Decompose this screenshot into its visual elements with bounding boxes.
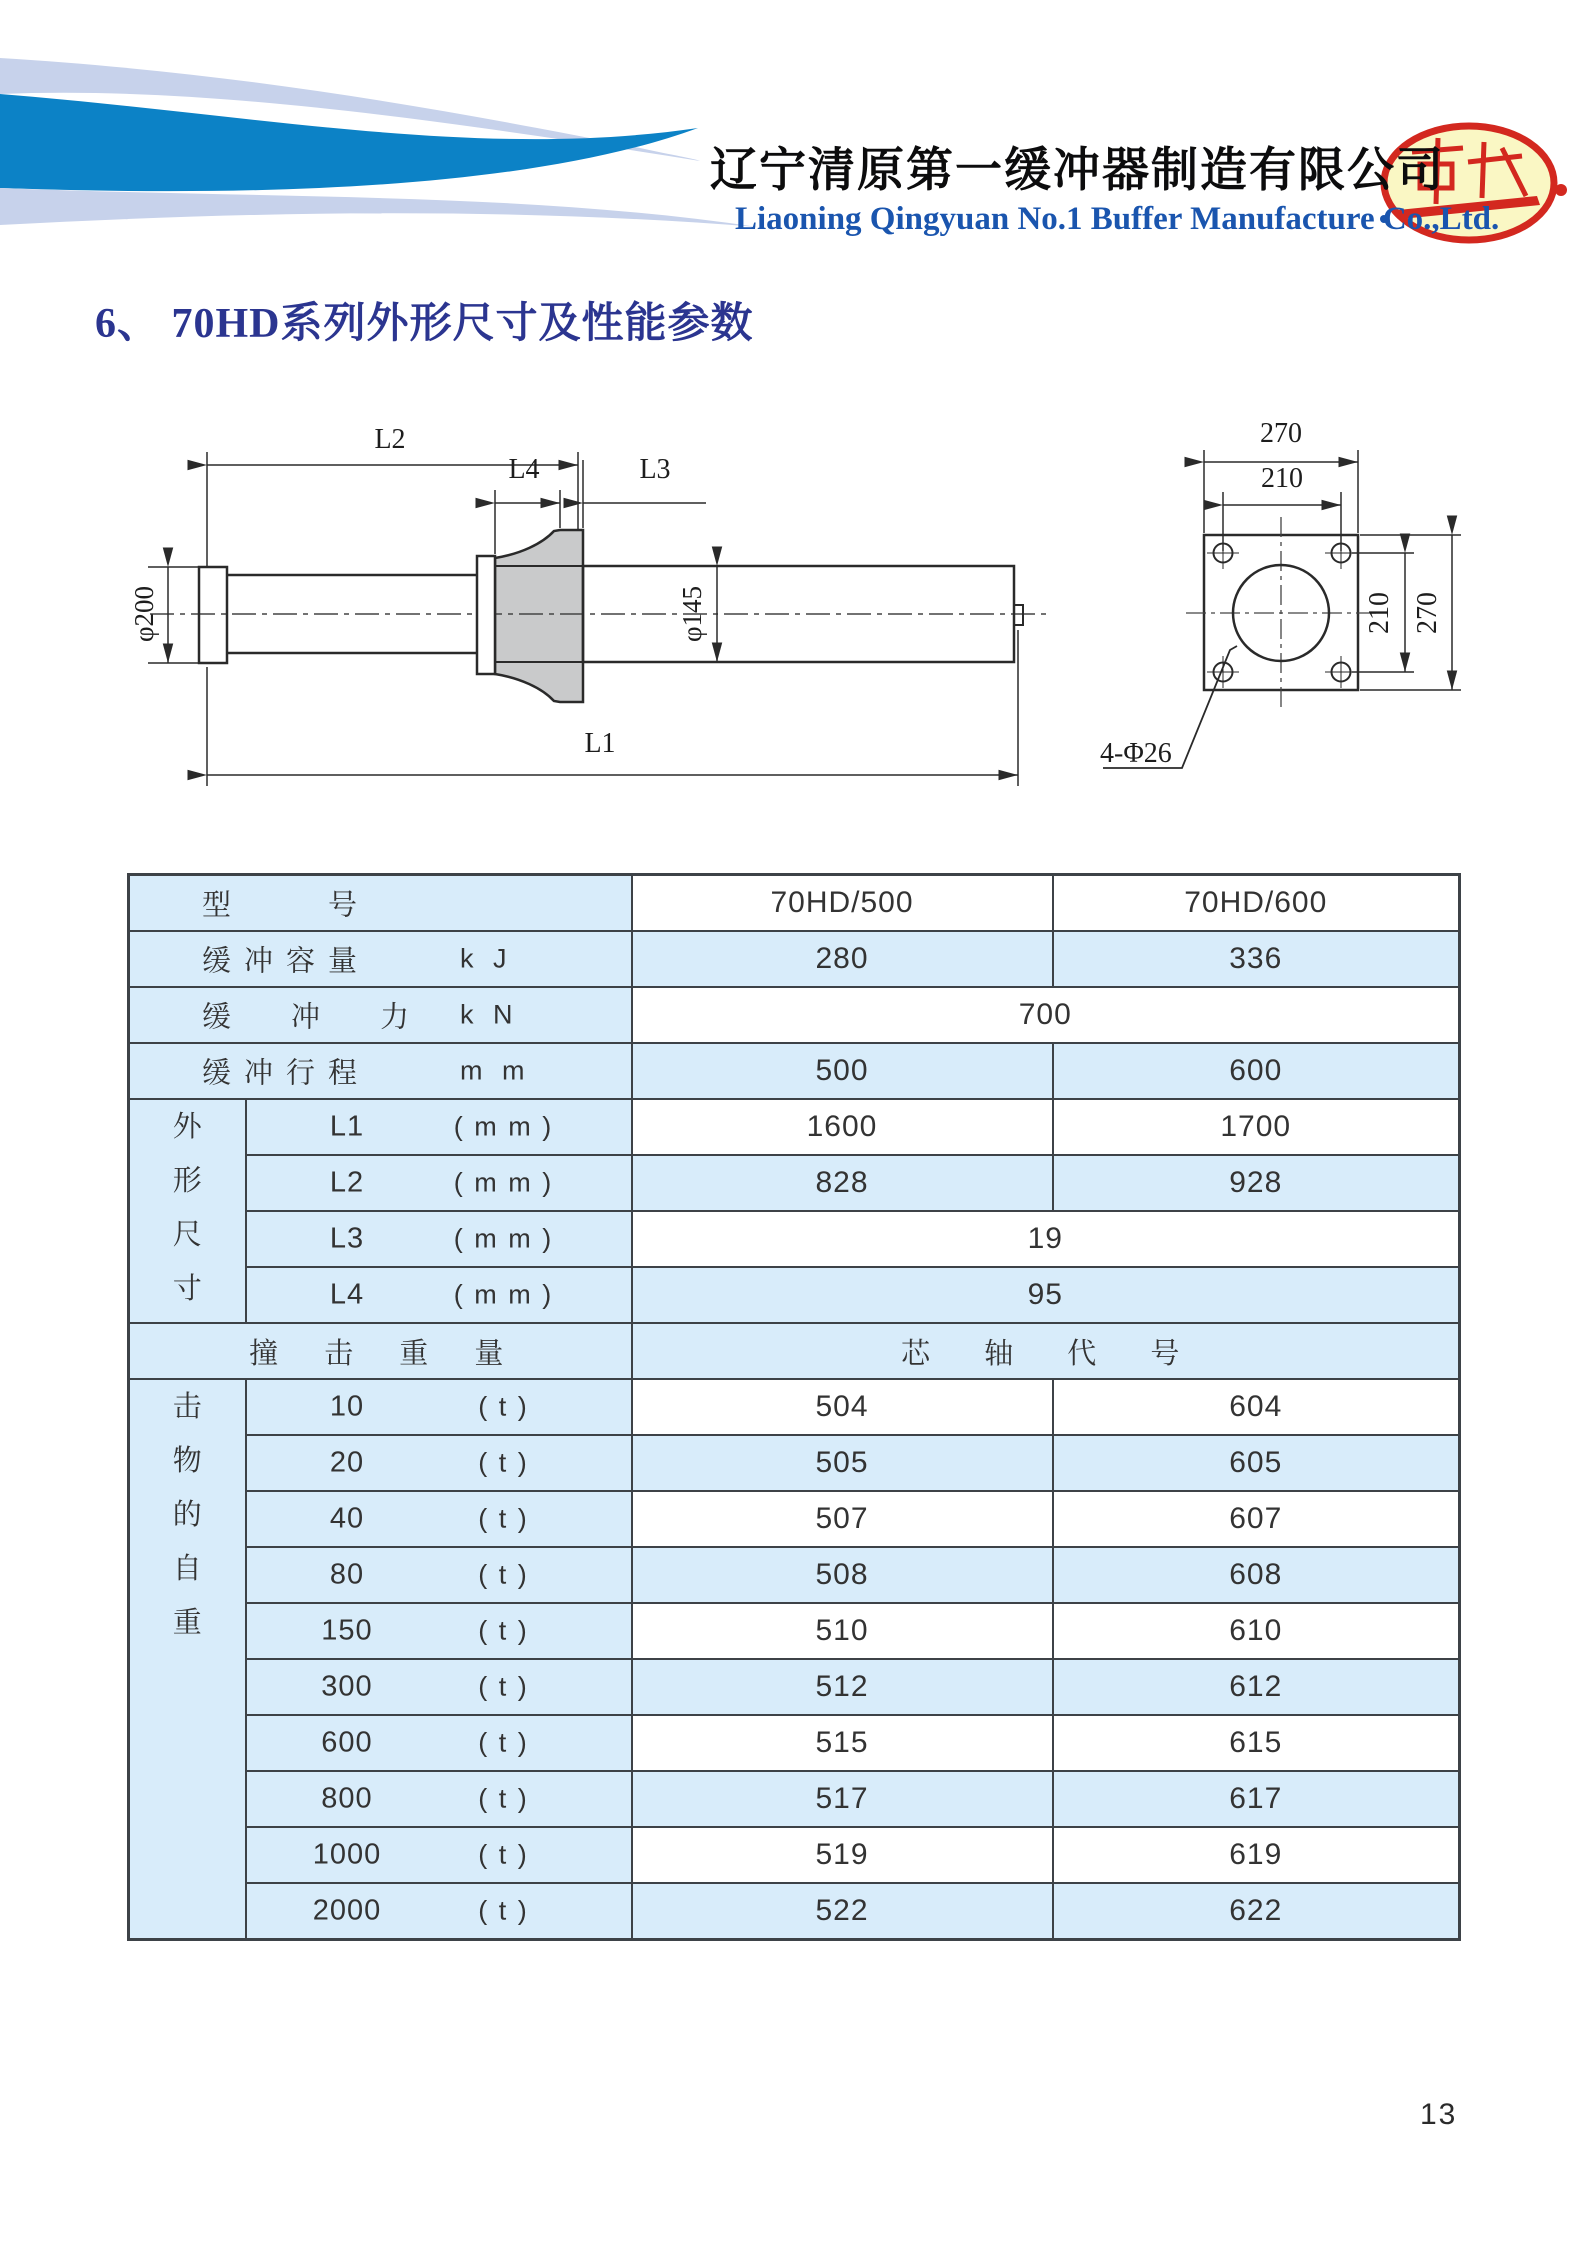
weight-value: 1000 bbox=[312, 1838, 382, 1871]
weight-cell bbox=[246, 1491, 632, 1547]
force-label: 缓 冲 力 bbox=[202, 1001, 423, 1034]
dim-label-top-bolt-spacing: 210 bbox=[1261, 463, 1303, 494]
weights-group-label: 击物的自重 bbox=[172, 1391, 202, 1639]
weight-row bbox=[129, 1827, 1460, 1883]
dim-l3-value: 19 bbox=[632, 1211, 1460, 1267]
capacity-2: 336 bbox=[1053, 931, 1460, 987]
stroke-label: 缓冲行程 bbox=[202, 1057, 371, 1090]
spec-table bbox=[127, 873, 1461, 1941]
weight-unit: ( t ) bbox=[478, 1391, 529, 1422]
weight-value: 300 bbox=[321, 1670, 373, 1703]
code-2: 615 bbox=[1053, 1715, 1460, 1771]
section-title: 6、 70HD系列外形尺寸及性能参数 bbox=[95, 301, 754, 347]
dim-l1-v2: 1700 bbox=[1053, 1099, 1460, 1155]
weight-row bbox=[129, 1771, 1460, 1827]
model-label: 型 号 bbox=[202, 889, 371, 922]
weight-row bbox=[129, 1659, 1460, 1715]
code-1: 515 bbox=[632, 1715, 1053, 1771]
weight-cell bbox=[246, 1603, 632, 1659]
weight-row bbox=[129, 1883, 1460, 1940]
dim-unit: ( m m ) bbox=[453, 1223, 554, 1254]
row-dim-l1 bbox=[129, 1099, 1460, 1155]
code-2: 612 bbox=[1053, 1659, 1460, 1715]
dim-label-right-bolt-spacing: 210 bbox=[1364, 592, 1395, 634]
weight-row bbox=[129, 1435, 1460, 1491]
dim-l2-v1: 828 bbox=[632, 1155, 1053, 1211]
weight-value: 150 bbox=[321, 1614, 373, 1647]
weight-unit: ( t ) bbox=[478, 1839, 529, 1870]
weight-cell bbox=[246, 1547, 632, 1603]
code-1: 512 bbox=[632, 1659, 1053, 1715]
dim-name: L1 bbox=[329, 1110, 365, 1143]
weight-unit: ( t ) bbox=[478, 1727, 529, 1758]
swoosh-light-bottom bbox=[0, 188, 758, 227]
weight-value: 600 bbox=[321, 1726, 373, 1759]
company-name-cn: 辽宁清原第一缓冲器制造有限公司 bbox=[710, 145, 1445, 197]
dim-l2-v2: 928 bbox=[1053, 1155, 1460, 1211]
model-2: 70HD/600 bbox=[1053, 875, 1460, 932]
dim-l4-value: 95 bbox=[632, 1267, 1460, 1323]
dim-label-holes: 4-Φ26 bbox=[1100, 738, 1172, 769]
technical-drawing bbox=[0, 370, 1587, 860]
weight-value: 20 bbox=[329, 1446, 365, 1479]
code-2: 608 bbox=[1053, 1547, 1460, 1603]
code-1: 504 bbox=[632, 1379, 1053, 1435]
dim-unit: ( m m ) bbox=[453, 1111, 554, 1142]
dim-label-front-height: 270 bbox=[1412, 592, 1443, 634]
weight-value: 80 bbox=[329, 1558, 365, 1591]
logo-red-dot bbox=[1555, 184, 1567, 196]
side-view bbox=[129, 424, 1048, 786]
dim-l3-cell bbox=[246, 1211, 632, 1267]
impact-weight-header: 撞 击 重 量 bbox=[129, 1323, 632, 1379]
weights-group-cell bbox=[129, 1379, 246, 1940]
code-2: 619 bbox=[1053, 1827, 1460, 1883]
dim-label-l2: L2 bbox=[374, 424, 406, 455]
dim-unit: ( m m ) bbox=[453, 1279, 554, 1310]
code-2: 605 bbox=[1053, 1435, 1460, 1491]
dim-label-dia200: φ200 bbox=[129, 585, 159, 643]
end-nub bbox=[1014, 605, 1023, 625]
code-2: 604 bbox=[1053, 1379, 1460, 1435]
code-1: 510 bbox=[632, 1603, 1053, 1659]
rod-end-disc bbox=[199, 567, 227, 663]
code-2: 622 bbox=[1053, 1883, 1460, 1940]
model-label-cell bbox=[129, 875, 632, 932]
weight-row bbox=[129, 1547, 1460, 1603]
weight-row bbox=[129, 1491, 1460, 1547]
row-dim-l4 bbox=[129, 1267, 1460, 1323]
dim-name: L3 bbox=[329, 1222, 365, 1255]
flange-hub bbox=[495, 530, 583, 702]
capacity-label-cell bbox=[129, 931, 632, 987]
weight-value: 800 bbox=[321, 1782, 373, 1815]
dim-label-front-width: 270 bbox=[1260, 418, 1302, 449]
dim-label-l4: L4 bbox=[508, 454, 540, 485]
row-dim-l3 bbox=[129, 1211, 1460, 1267]
stroke-2: 600 bbox=[1053, 1043, 1460, 1099]
front-view bbox=[1100, 418, 1461, 769]
code-1: 522 bbox=[632, 1883, 1053, 1940]
weight-row bbox=[129, 1603, 1460, 1659]
weight-cell bbox=[246, 1715, 632, 1771]
force-label-cell bbox=[129, 987, 632, 1043]
code-2: 617 bbox=[1053, 1771, 1460, 1827]
row-model bbox=[129, 875, 1460, 932]
dim-label-dia145: φ145 bbox=[677, 585, 707, 643]
weight-unit: ( t ) bbox=[478, 1671, 529, 1702]
dim-label-l1: L1 bbox=[584, 728, 616, 759]
weight-value: 2000 bbox=[312, 1894, 382, 1927]
code-1: 507 bbox=[632, 1491, 1053, 1547]
weight-row bbox=[129, 1379, 1460, 1435]
capacity-unit: k J bbox=[460, 943, 513, 974]
weight-cell bbox=[246, 1379, 632, 1435]
collar bbox=[477, 556, 495, 674]
force-value: 700 bbox=[632, 987, 1460, 1043]
weight-unit: ( t ) bbox=[478, 1615, 529, 1646]
code-1: 508 bbox=[632, 1547, 1053, 1603]
force-unit: k N bbox=[460, 999, 519, 1030]
dim-name: L4 bbox=[329, 1278, 365, 1311]
weight-value: 40 bbox=[329, 1502, 365, 1535]
stroke-label-cell bbox=[129, 1043, 632, 1099]
weight-unit: ( t ) bbox=[478, 1783, 529, 1814]
weight-unit: ( t ) bbox=[478, 1503, 529, 1534]
row-impact-header bbox=[129, 1323, 1460, 1379]
company-name-en: Liaoning Qingyuan No.1 Buffer Manufacture Co.,Ltd. bbox=[735, 201, 1500, 237]
weight-unit: ( t ) bbox=[478, 1447, 529, 1478]
weight-unit: ( t ) bbox=[478, 1895, 529, 1926]
code-1: 519 bbox=[632, 1827, 1053, 1883]
dim-l1-v1: 1600 bbox=[632, 1099, 1053, 1155]
code-2: 610 bbox=[1053, 1603, 1460, 1659]
dims-group-label: 外形尺寸 bbox=[172, 1111, 202, 1305]
dim-label-l3: L3 bbox=[639, 454, 671, 485]
code-1: 517 bbox=[632, 1771, 1053, 1827]
model-1: 70HD/500 bbox=[632, 875, 1053, 932]
dim-l1-cell bbox=[246, 1099, 632, 1155]
code-1: 505 bbox=[632, 1435, 1053, 1491]
weight-unit: ( t ) bbox=[478, 1559, 529, 1590]
weight-cell bbox=[246, 1435, 632, 1491]
spindle-code-header: 芯 轴 代 号 bbox=[632, 1323, 1460, 1379]
stroke-1: 500 bbox=[632, 1043, 1053, 1099]
dim-l4-cell bbox=[246, 1267, 632, 1323]
weight-cell bbox=[246, 1659, 632, 1715]
dim-name: L2 bbox=[329, 1166, 365, 1199]
dim-unit: ( m m ) bbox=[453, 1167, 554, 1198]
row-dim-l2 bbox=[129, 1155, 1460, 1211]
weight-value: 10 bbox=[329, 1390, 365, 1423]
row-capacity bbox=[129, 931, 1460, 987]
weight-row bbox=[129, 1715, 1460, 1771]
row-stroke bbox=[129, 1043, 1460, 1099]
dim-l2-cell bbox=[246, 1155, 632, 1211]
stroke-unit: m m bbox=[460, 1055, 531, 1086]
page-number: 13 bbox=[1420, 2098, 1458, 2131]
code-2: 607 bbox=[1053, 1491, 1460, 1547]
capacity-label: 缓冲容量 bbox=[202, 945, 371, 978]
weight-cell bbox=[246, 1883, 632, 1940]
weight-cell bbox=[246, 1827, 632, 1883]
dims-group-cell bbox=[129, 1099, 246, 1323]
weight-cell bbox=[246, 1771, 632, 1827]
row-force bbox=[129, 987, 1460, 1043]
capacity-1: 280 bbox=[632, 931, 1053, 987]
